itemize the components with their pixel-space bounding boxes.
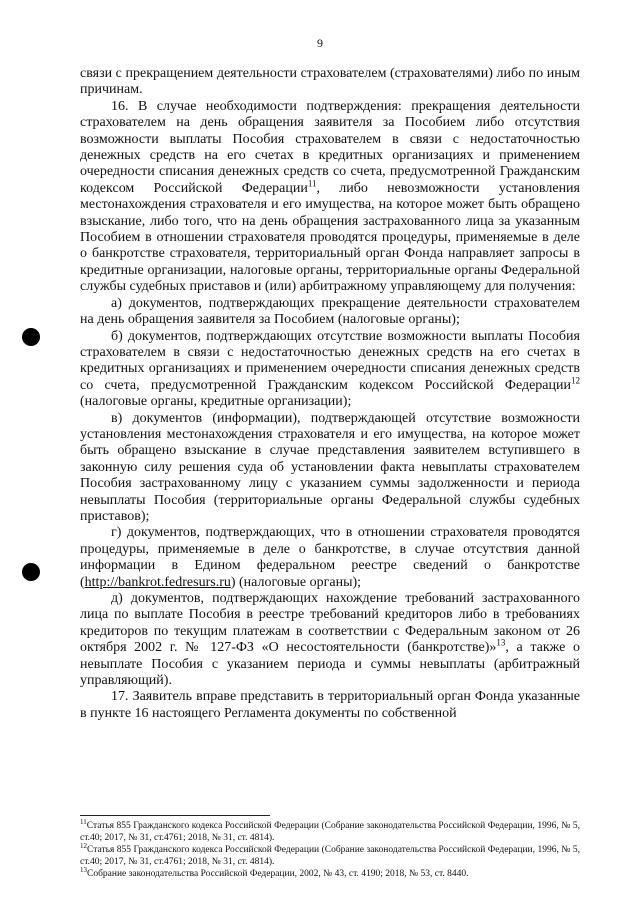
paragraph-16d xyxy=(80,591,580,689)
footnote-text: Статья 855 Гражданского кодекса Российской Федерации (Собрание законодательства Российской Федерации, 1996, № 5, ст.40; 2017, № 31, ст.4761; 2018, № 31, ст. 4814). xyxy=(80,821,580,843)
paragraph-16-text-b: , либо невозможности установления местонахождения страхователя и его имущества, на которое может быть обращено взыскание, либо того, что на день обращения застрахованного лица за указанным Пособием в отношении страхователя проводятся процедуры, применяемые в деле о банкротстве страхователя, территориальный орган Фонда направляет запросы в кредитные организации, налоговые органы, территориальные органы Федеральной службы судебных приставов и (или) арбитражному управляющему для получения: xyxy=(80,180,580,295)
footnote-ref-11: 11 xyxy=(307,178,317,189)
paragraph-16g-text-b: ) (налоговые органы); xyxy=(230,574,362,590)
paragraph-16b xyxy=(80,329,580,411)
footnote-number: 13 xyxy=(80,865,87,874)
paragraph-16g-text-a: г) документов, подтверждающих, что в отношении страхователя проводятся процедуры, применяемые в деле о банкротстве, в случае отсутствия данной информации в Едином федеральном реестре сведений о банкротстве ( xyxy=(80,525,580,590)
footnote-ref-12: 12 xyxy=(571,375,580,386)
footnote-ref-13: 13 xyxy=(496,637,506,648)
footnote-number: 12 xyxy=(80,841,87,850)
footnote-number: 11 xyxy=(80,817,87,826)
paragraph-16 xyxy=(80,99,580,296)
footnote-12 xyxy=(80,841,580,868)
footnotes xyxy=(80,817,580,880)
bankrot-link[interactable]: http://bankrot.fedresurs.ru xyxy=(84,574,231,590)
paragraph-16v: в) документов (информации), подтверждающей отсутствие возможности установления местонахождения страхователя и его имущества, на которое может быть обращено взыскание в случае представления заявителем вступившего в законную силу решения суда об установлении факта невыплаты страхователем Пособия застрахованному лицу с указанием суммы задолженности и периода невыплаты Пособия (территориальные органы Федеральной службы судебных приставов); xyxy=(80,410,580,524)
document-body xyxy=(80,66,580,722)
paragraph-continuation: связи с прекращением деятельности страхователем (страхователями) либо по иным причинам. xyxy=(80,66,580,98)
paragraph-16b-text-a: б) документов, подтверждающих отсутствие возможности выплаты Пособия страхователем в связи с недостаточностью денежных средств на его счетах в кредитных организациях и применением очередности списания денежных средств со счета, предусмотренной Гражданским кодексом Российской Федерации xyxy=(80,328,580,393)
punch-hole-lower xyxy=(22,563,40,581)
paragraph-16d-text-a: д) документов, подтверждающих нахождение требований застрахованного лица по выплате Пособия в реестре требований кредиторов либо в требованиях кредиторов по текущим платежам в соответствии с Федеральным законом от 26 октября 2002 г. № 127-ФЗ «О несостоятельности (банкротстве)» xyxy=(80,591,580,656)
page-number: 9 xyxy=(317,36,323,50)
paragraph-17: 17. Заявитель вправе представить в территориальный орган Фонда указанные в пункте 16 настоящего Регламента документы по собственной xyxy=(80,689,580,721)
paragraph-16b-text-b: (налоговые органы, кредитные организации); xyxy=(80,394,352,410)
footnote-text: Собрание законодательства Российской Федерации, 2002, № 43, ст. 4190; 2018, № 53, ст. 8440. xyxy=(87,869,469,879)
paragraph-16a: а) документов, подтверждающих прекращение деятельности страхователем на день обращения заявителя за Пособием (налоговые органы); xyxy=(80,295,580,328)
footnote-11 xyxy=(80,817,580,844)
paragraph-16d-text-b: , а также о невыплате Пособия с указанием периода и суммы невыплаты (арбитражный управляющий). xyxy=(80,640,580,689)
footnote-text: Статья 855 Гражданского кодекса Российской Федерации (Собрание законодательства Российской Федерации, 1996, № 5, ст.40; 2017, № 31, ст.4761; 2018, № 31, ст. 4814). xyxy=(80,845,580,867)
paragraph-16-text-a: 16. В случае необходимости подтверждения: прекращения деятельности страхователем на день обращения заявителя за Пособием либо отсутствия возможности выплаты Пособия страхователем в связи с недостаточностью денежных средств на его счетах в кредитных организациях и применением очередности списания денежных средств со счета, предусмотренной Гражданским кодексом Российской Федерации xyxy=(80,98,580,196)
footnote-separator xyxy=(80,815,270,816)
paragraph-16g xyxy=(80,525,580,591)
footnote-13 xyxy=(80,865,580,880)
punch-hole-upper xyxy=(22,328,40,346)
